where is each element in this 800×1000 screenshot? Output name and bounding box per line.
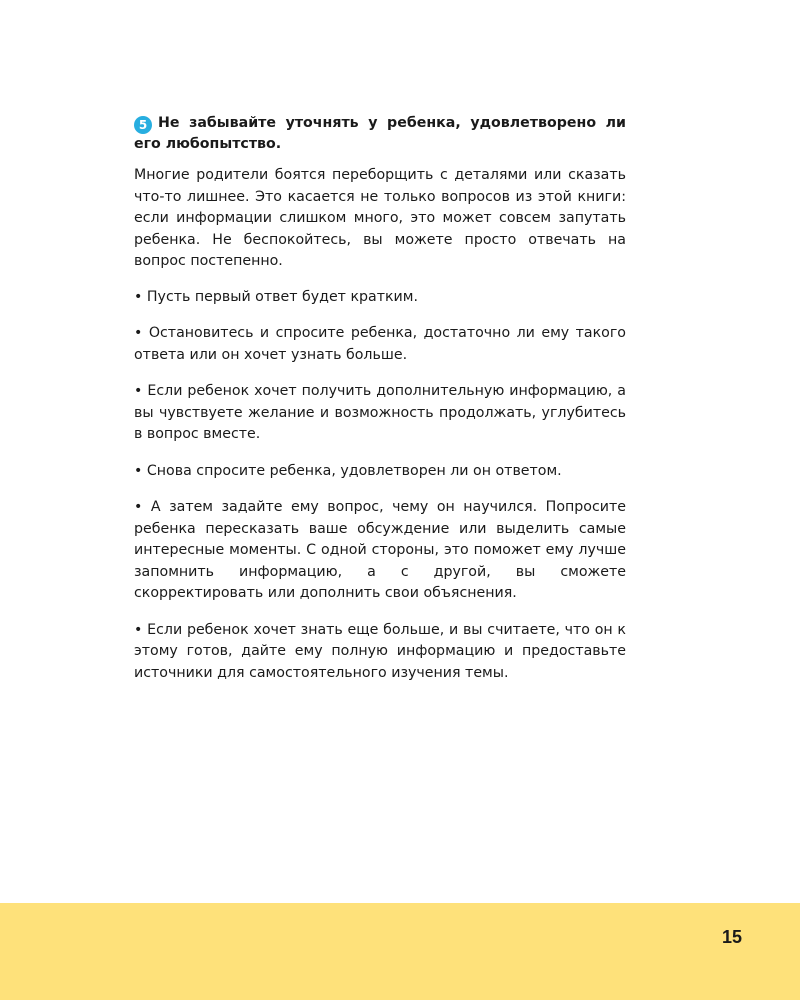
bullet-item: • Остановитесь и спросите ребенка, достаточно ли ему такого ответа или он хочет узнать больше. [134,325,626,363]
page-number: 15 [721,927,742,947]
section-heading-text: Не забывайте уточнять у ребенка, удовлетворено ли его любопытство. [134,115,626,152]
section-heading [134,113,626,155]
bullet-item: • Если ребенок хочет знать еще больше, и вы считаете, что он к этому готов, дайте ему полную информацию и предоставьте источники для самостоятельного изучения темы. [134,621,626,681]
intro-paragraph: Многие родители боятся переборщить с деталями или сказать что-то лишнее. Это касается не только вопросов из этой книги: если информации слишком много, это может совсем запутать ребенка. Не беспокойтесь, вы можете просто отвечать на вопрос постепенно. [134,167,626,269]
bullet-item: • Пусть первый ответ будет кратким. [134,288,418,305]
page-content [134,113,626,699]
bullet-item: • Снова спросите ребенка, удовлетворен ли он ответом. [134,462,562,479]
bullet-item: • Если ребенок хочет получить дополнительную информацию, а вы чувствуете желание и возможность продолжать, углубитесь в вопрос вместе. [134,383,626,442]
bullet-item: • А затем задайте ему вопрос, чему он научился. Попросите ребенка пересказать ваше обсуждение или выделить самые интересные моменты. С одной стороны, это поможет ему лучше запомнить информацию, а с другой, вы сможете скорректировать или дополнить свои объяснения. [134,499,626,601]
footer-band [0,903,800,1000]
section-number-badge: 5 [134,116,152,134]
